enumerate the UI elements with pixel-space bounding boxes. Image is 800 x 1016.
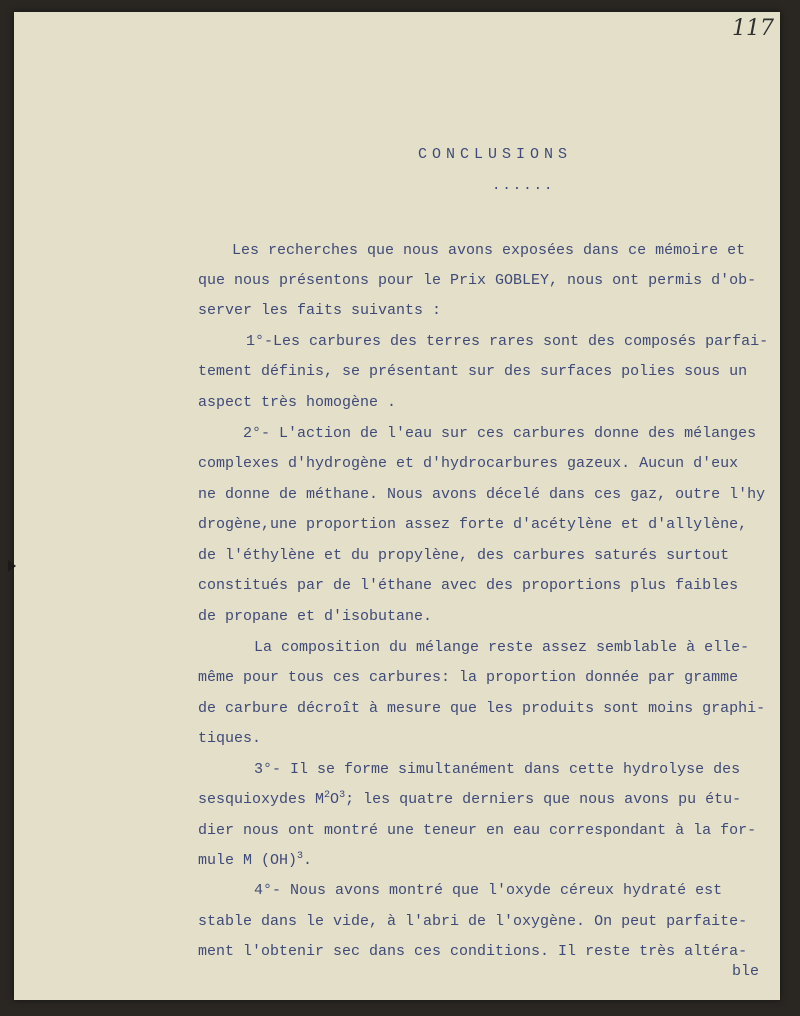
text-line-formula: [198, 790, 741, 810]
text-segment: O: [330, 791, 340, 808]
text-line: de l'éthylène et du propylène, des carbures saturés surtout: [198, 547, 730, 564]
text-line: tiques.: [198, 730, 262, 747]
text-line: drogène,une proportion assez forte d'acétylène et d'allylène,: [198, 516, 748, 533]
document-page: [14, 12, 780, 1000]
text-line: Les recherches que nous avons exposées dans ce mémoire et: [232, 242, 746, 259]
text-line: aspect très homogène .: [198, 394, 397, 411]
text-line: ble: [732, 963, 760, 980]
text-line: 1°-Les carbures des terres rares sont des composés parfai-: [246, 333, 769, 350]
text-line: même pour tous ces carbures: la proportion donnée par gramme: [198, 669, 739, 686]
text-line: dier nous ont montré une teneur en eau correspondant à la for-: [198, 822, 757, 839]
text-line: que nous présentons pour le Prix GOBLEY, nous ont permis d'ob-: [198, 272, 757, 289]
formula-index: 2: [324, 790, 331, 801]
text-line: constitués par de l'éthane avec des proportions plus faibles: [198, 577, 739, 594]
page-title: CONCLUSIONS: [418, 146, 573, 163]
text-line: de carbure décroît à mesure que les produits sont moins graphi-: [198, 700, 766, 717]
text-line: 4°- Nous avons montré que l'oxyde céreux hydraté est: [254, 882, 723, 899]
text-segment: ; les quatre derniers que nous avons pu étu-: [345, 791, 742, 808]
binding-marker-icon: [8, 560, 16, 572]
text-line: ne donne de méthane. Nous avons décelé dans ces gaz, outre l'hy: [198, 486, 766, 503]
text-line: de propane et d'isobutane.: [198, 608, 433, 625]
text-line: complexes d'hydrogène et d'hydrocarbures gazeux. Aucun d'eux: [198, 455, 739, 472]
formula-exponent: 3: [297, 851, 304, 862]
text-line: server les faits suivants :: [198, 302, 442, 319]
text-line-formula: [198, 851, 312, 871]
text-segment: .: [303, 852, 313, 869]
text-line: La composition du mélange reste assez semblable à elle-: [254, 639, 750, 656]
text-line: tement définis, se présentant sur des surfaces polies sous un: [198, 363, 748, 380]
title-ornament: ......: [492, 178, 555, 194]
text-line: ment l'obtenir sec dans ces conditions. Il reste très altéra-: [198, 943, 748, 960]
text-line: 2°- L'action de l'eau sur ces carbures donne des mélanges: [243, 425, 757, 442]
page-number: 117: [732, 16, 774, 41]
text-segment: sesquioxydes M: [198, 791, 325, 808]
text-line: 3°- Il se forme simultanément dans cette hydrolyse des: [254, 761, 741, 778]
text-segment: mule M (OH): [198, 852, 298, 869]
text-line: stable dans le vide, à l'abri de l'oxygène. On peut parfaite-: [198, 913, 748, 930]
formula-exponent: 3: [339, 790, 346, 801]
